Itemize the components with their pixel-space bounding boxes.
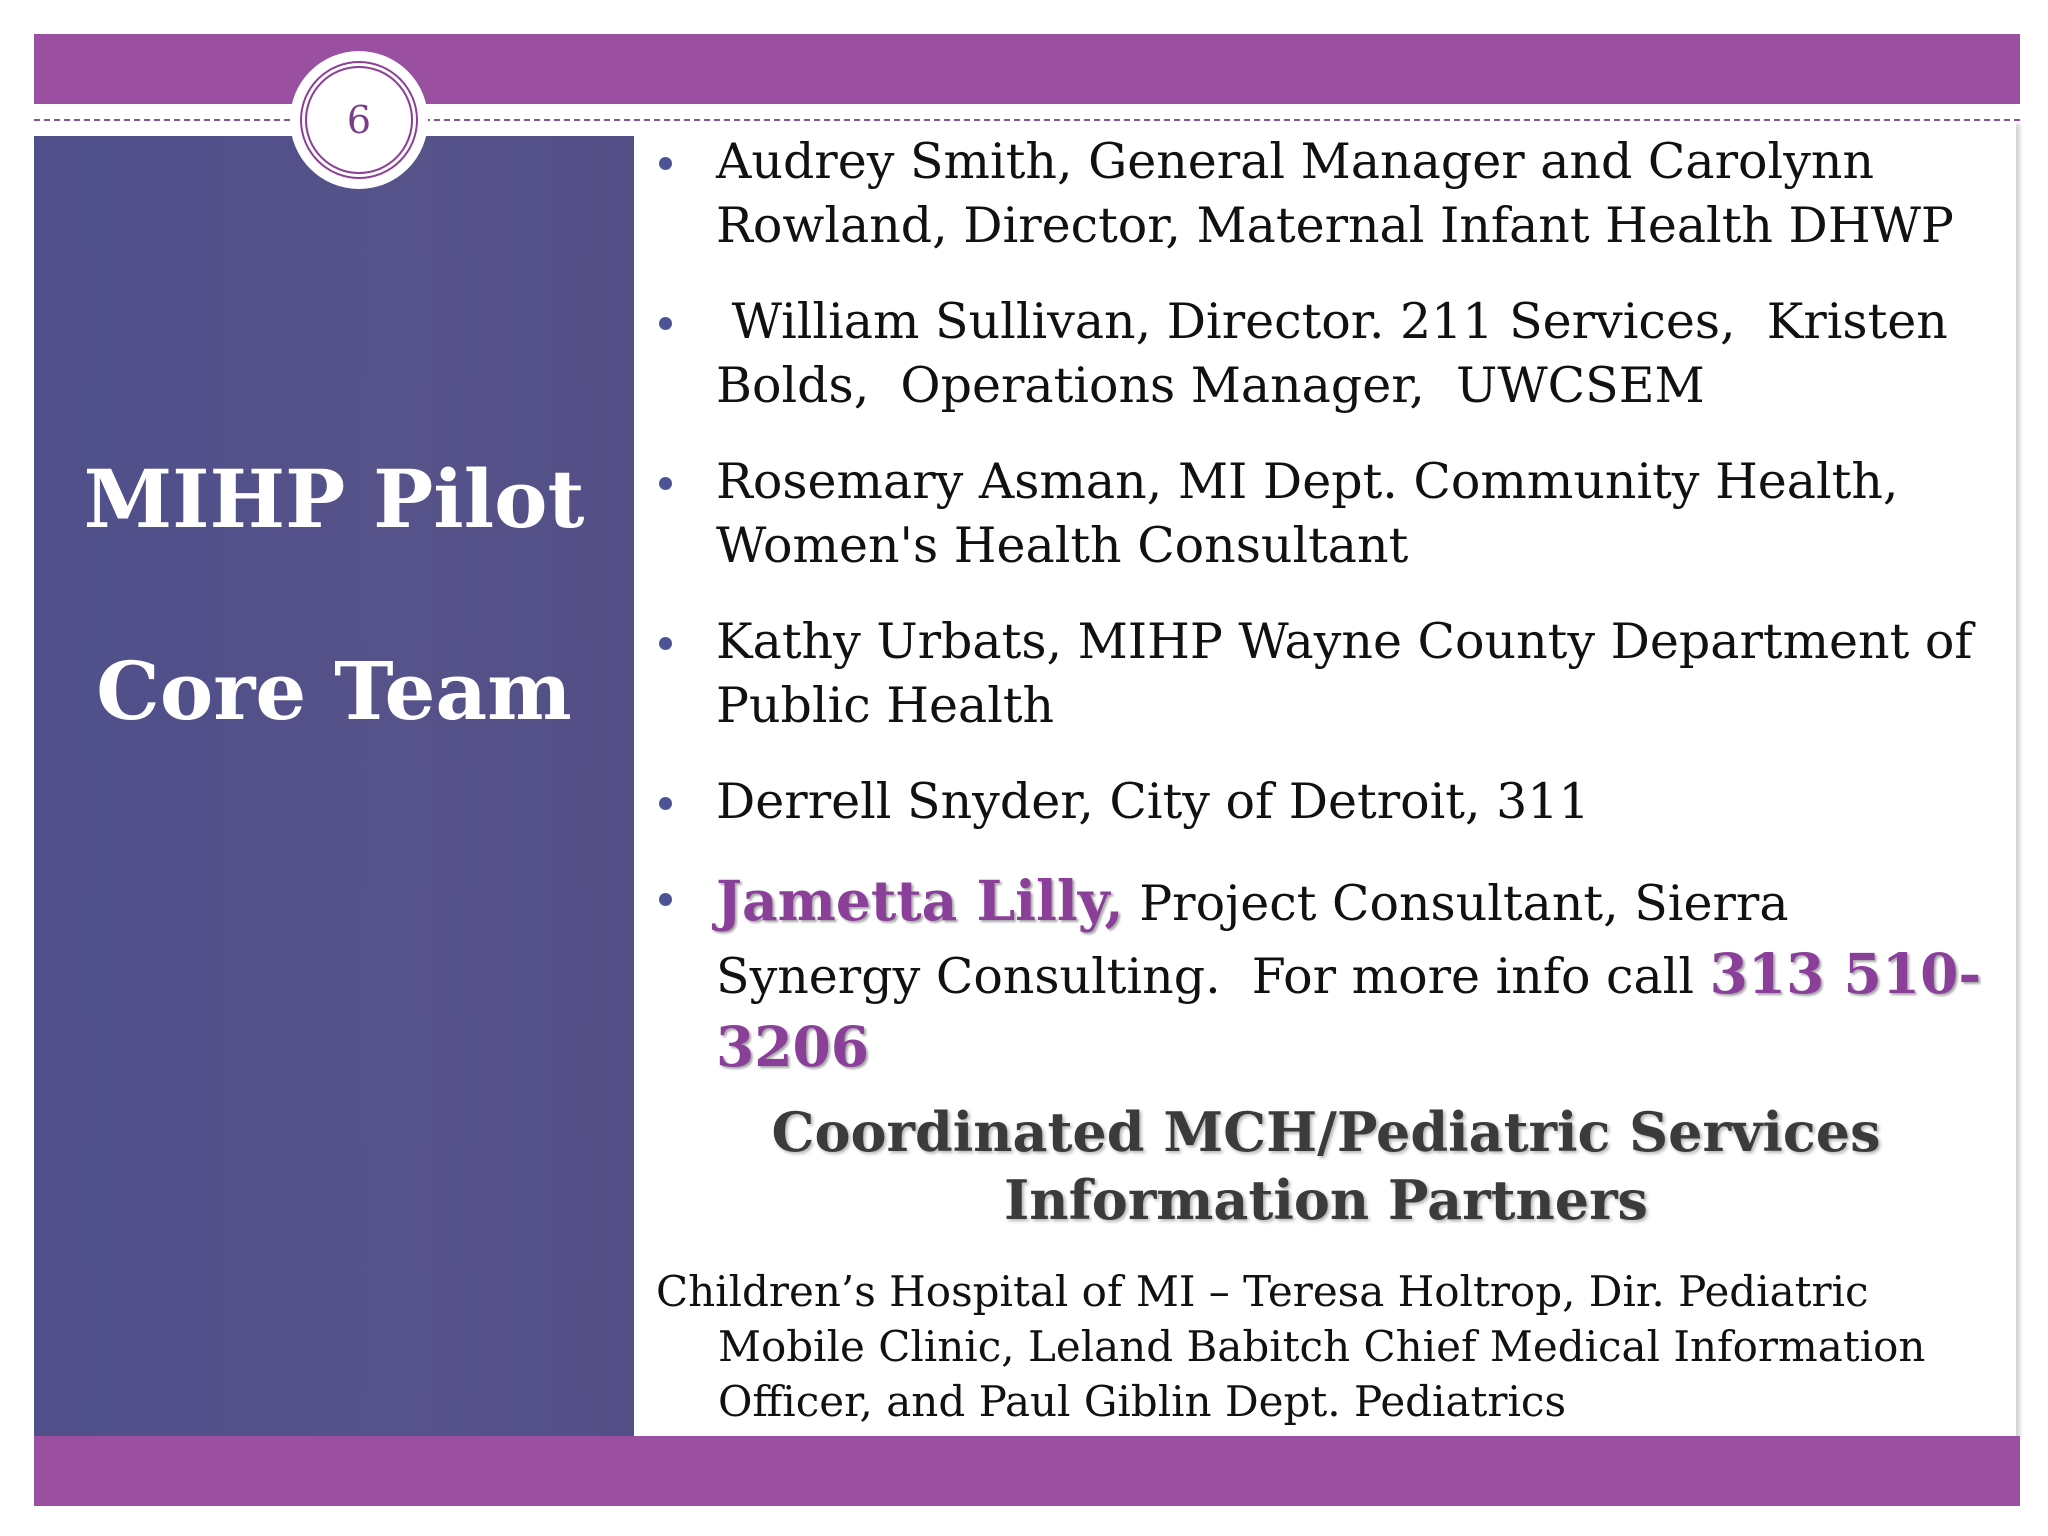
partners-text: Children’s Hospital of MI – Teresa Holtrop, Dir. Pediatric Mobile Clinic, Leland Babitch Chief Medical Information Officer, and Paul Giblin Dept. Pediatrics [656,1267,1926,1426]
bullet-icon [659,477,672,490]
title-panel [34,136,634,1436]
partners-heading-line-2: Information Partners [1004,1168,1648,1232]
slide-title-line-2: Core Team [96,644,572,738]
list-item-text: Kathy Urbats, MIHP Wayne County Department of Public Health [716,613,1973,734]
core-team-list [656,130,1996,1117]
list-item-text: Rosemary Asman, MI Dept. Community Health, Women's Health Consultant [716,453,1899,574]
partners-heading [656,1098,1996,1234]
bottom-band [34,1436,2020,1506]
bullet-icon [659,157,672,170]
slide-number-ring [305,66,413,174]
list-item-text: Project Consultant, Sierra Synergy Consulting. For more info call [716,875,1805,1005]
phone-number: 313 510-3206 [716,941,1982,1079]
list-item [656,866,1996,1085]
list-item [656,130,1996,258]
bullet-icon [659,317,672,330]
list-item [656,610,1996,738]
list-item-text: William Sullivan, Director. 211 Services, Kristen Bolds, Operations Manager, UWCSEM [716,293,1964,414]
list-item [656,770,1996,834]
list-item [656,450,1996,578]
slide-title-line-1: MIHP Pilot [83,452,585,546]
list-item-text: Audrey Smith, General Manager and Carolynn Rowland, Director, Maternal Infant Health DHWP [716,133,1954,254]
bullet-icon [659,797,672,810]
partners-heading-line-1: Coordinated MCH/Pediatric Services [771,1100,1881,1164]
bullet-icon [659,893,672,906]
slide-number-badge [290,51,428,189]
list-item [656,290,1996,418]
slide-number: 6 [346,98,372,142]
contact-name: Jametta Lilly, [716,868,1124,933]
bullet-icon [659,637,672,650]
list-item-text: Derrell Snyder, City of Detroit, 311 [716,773,1590,830]
